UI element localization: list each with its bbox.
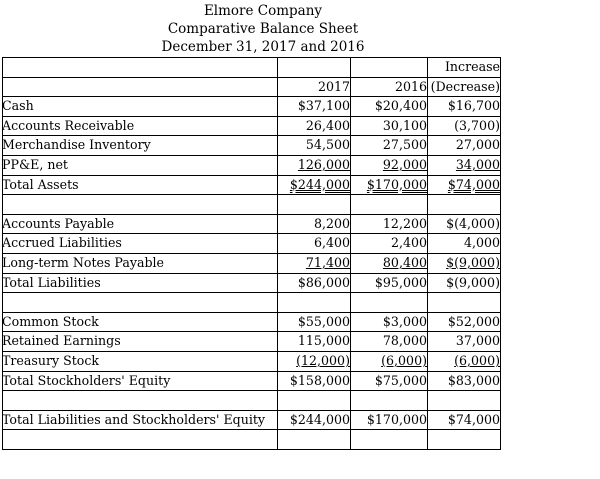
row-label: Cash [2,98,34,114]
value-2017: (12,000) [296,353,350,368]
grid-hline [2,449,501,450]
value-2017: 115,000 [297,333,350,349]
value-2016: $170,000 [366,411,427,427]
row-label: PP&E, net [2,157,68,172]
value-2016: $20,400 [374,98,427,114]
value-change: (6,000) [454,353,500,368]
row-label: Total Liabilities and Stockholders' Equity [2,411,266,427]
table-row [2,253,500,273]
value-change: 4,000 [463,235,500,251]
row-label: Accounts Payable [2,215,115,231]
value-2017: 126,000 [297,157,350,172]
value-2017: $86,000 [297,274,350,290]
value-2017: $244,000 [289,176,350,192]
table-row [2,233,500,253]
row-label: Accounts Receivable [2,117,135,133]
year-2016-header: 2016 [394,78,427,94]
value-2016: 92,000 [382,157,427,172]
value-change: $52,000 [447,313,500,329]
table-row [2,214,500,234]
table-row [2,135,500,155]
value-2016: 2,400 [390,235,427,251]
value-2016: 27,500 [382,137,427,153]
value-2016: $95,000 [374,274,427,290]
table-row [2,351,500,371]
value-2017: $158,000 [289,372,350,388]
value-2017: 71,400 [305,255,350,270]
value-change: $(9,000) [446,255,500,270]
table-row [2,116,500,136]
statement-title: Comparative Balance Sheet [167,21,359,37]
table-row [2,410,500,430]
row-label: Long-term Notes Payable [2,255,165,270]
table-row [2,331,500,351]
company-name: Elmore Company [203,3,323,19]
change-header-line1: Increase [444,59,500,74]
grid-vline [500,57,501,449]
statement-period: December 31, 2017 and 2016 [161,39,365,55]
table-row [2,312,500,332]
row-label: Total Liabilities [2,274,101,290]
value-change: 27,000 [455,137,500,153]
value-2016: $3,000 [382,313,427,329]
value-change: $83,000 [447,372,500,388]
value-change: $(9,000) [446,274,500,290]
value-2016: (6,000) [381,353,427,368]
value-change: $74,000 [447,411,500,427]
value-2016: $75,000 [374,372,427,388]
row-label: Total Stockholders' Equity [2,372,171,388]
value-change: 34,000 [455,157,500,172]
value-2016: 30,100 [382,117,427,133]
row-label: Treasury Stock [2,353,100,368]
header-row-2 [2,77,500,97]
value-2016: $170,000 [366,176,427,192]
value-2017: $244,000 [289,411,350,427]
value-2017: 6,400 [313,235,350,251]
value-2016: 80,400 [382,255,427,270]
row-label: Retained Earnings [2,333,121,349]
year-2017-header: 2017 [317,78,350,94]
value-2017: 8,200 [313,215,350,231]
row-label: Total Assets [2,176,79,192]
row-label: Merchandise Inventory [2,137,151,153]
value-change: 37,000 [455,333,500,349]
header-row-1 [2,57,500,77]
row-label: Accrued Liabilities [2,235,122,251]
value-change: $(4,000) [446,215,500,231]
table-row [2,273,500,293]
value-2017: 54,500 [305,137,350,153]
table-row [2,96,500,116]
value-2017: 26,400 [305,117,350,133]
table-row [2,371,500,391]
value-change: (3,700) [454,117,500,133]
value-change: $74,000 [447,176,500,192]
value-2017: $37,100 [297,98,350,114]
table-row [2,175,500,195]
table-row [2,155,500,175]
row-label: Common Stock [2,313,99,329]
value-change: $16,700 [447,98,500,114]
change-header-line2: (Decrease) [430,78,500,94]
value-2017: $55,000 [297,313,350,329]
value-2016: 12,200 [382,215,427,231]
value-2016: 78,000 [382,333,427,349]
